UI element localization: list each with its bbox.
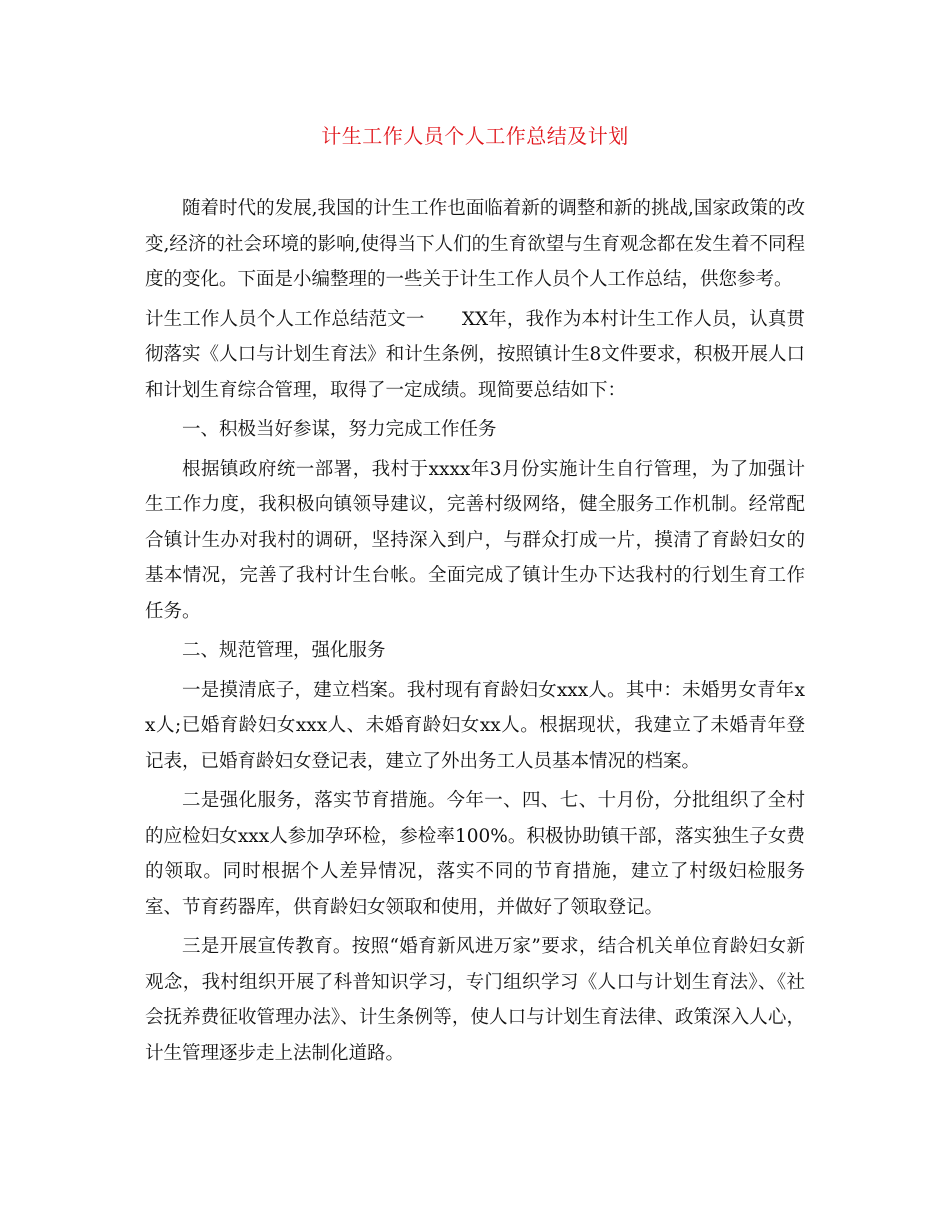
item-3-paragraph: 三是开展宣传教育。按照“婚育新风进万家”要求，结合机关单位育龄妇女新观念，我村组织开展了科普知识学习，专门组织学习《人口与计划生育法》、《社会抚养费征收管理办法》、计生条例等，使人口与计划生育法律、政策深入人心，计生管理逐步走上法制化道路。	[145, 936, 805, 1064]
item-1-paragraph: 一是摸清底子，建立档案。我村现有育龄妇女xxx人。其中：未婚男女青年xx人;已婚育龄妇女xxx人、未婚育龄妇女xx人。根据现状，我建立了未婚青年登记表，已婚育龄妇女登记表，建立了外出务工人员基本情况的档案。	[145, 679, 805, 772]
section-heading-1: 一、积极当好参谋，努力完成工作任务	[182, 419, 497, 440]
section-1-paragraph: 根据镇政府统一部署，我村于xxxx年3月份实施计生自行管理，为了加强计生工作力度，我积极向镇领导建议，完善村级网络，健全服务工作机制。经常配合镇计生办对我村的调研，坚持深入到户，与群众打成一片，摸清了育龄妇女的基本情况，完善了我村计生台帐。全面完成了镇计生办下达我村的行划生育工作任务。	[145, 458, 805, 622]
section-heading-2: 二、规范管理，强化服务	[182, 640, 386, 661]
document-body	[145, 191, 805, 1071]
intro-paragraph: 随着时代的发展,我国的计生工作也面临着新的调整和新的挑战,国家政策的改变,经济的社会环境的影响,使得当下人们的生育欲望与生育观念都在发生着不同程度的变化。下面是小编整理的一些关于计生工作人员个人工作总结，供您参考。	[145, 198, 805, 290]
document-title: 计生工作人员个人工作总结及计划	[321, 124, 629, 148]
item-2-paragraph: 二是强化服务，落实节育措施。今年一、四、七、十月份，分批组织了全村的应检妇女xxx人参加孕环检，参检率100%。积极协助镇干部，落实独生子女费的领取。同时根据个人差异情况，落实不同的节育措施，建立了村级妇检服务室、节育药器库，供育龄妇女领取和使用，并做好了领取登记。	[145, 790, 805, 918]
sample-intro-paragraph: 计生工作人员个人工作总结范文一 XX年，我作为本村计生工作人员，认真贯彻落实《人口与计划生育法》和计生条例，按照镇计生8文件要求，积极开展人口和计划生育综合管理，取得了一定成绩。现简要总结如下：	[145, 308, 805, 401]
